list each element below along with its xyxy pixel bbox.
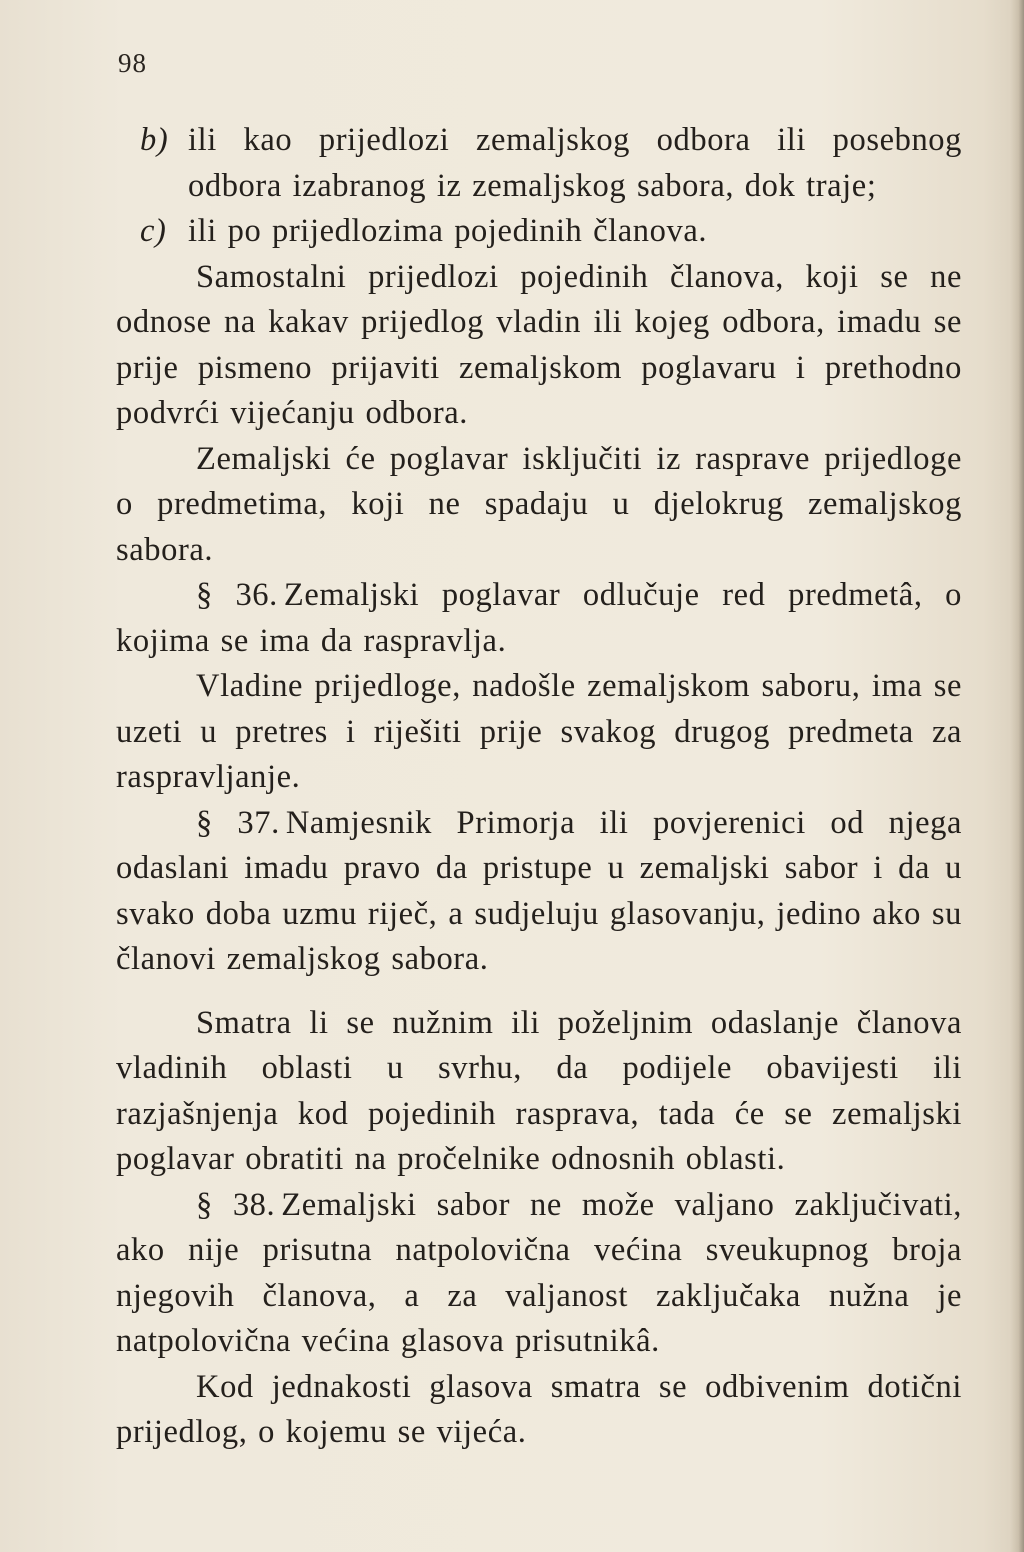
- item-text: ili kao prijedlozi zemaljskog odbora ili posebnog odbora izabranog iz zemaljskog sabora, dok traje;: [188, 122, 962, 204]
- list-item-b: [116, 118, 962, 209]
- body-text: [116, 118, 962, 1456]
- section-36-paragraph: [116, 573, 962, 664]
- paragraph: Zemaljski će poglavar isključiti iz rasprave prijedloge o predmetima, koji ne spadaju u djelokrug zemaljskog sabora.: [116, 440, 962, 568]
- item-label: b): [140, 122, 169, 158]
- item-label: c): [140, 213, 167, 249]
- list-item-c: [116, 209, 962, 255]
- paragraph: Vladine prijedloge, nadošle zemaljskom saboru, ima se uzeti u pretres i riješiti prije svakog drugog predmeta za raspravljanje.: [116, 668, 962, 795]
- paragraph-text: Namjesnik Primorja ili povjerenici od njega odaslani imadu pravo da pristupe u zemaljski sabor i da u svako doba uzmu riječ, a sudjeluju glasovanju, jedino ako su članovi zemaljskog sabora.: [116, 804, 962, 977]
- item-text: ili po prijedlozima pojedinih članova.: [188, 213, 708, 249]
- section-number: § 38.: [196, 1186, 276, 1223]
- paragraph: Samostalni prijedlozi pojedinih članova, koji se ne odnose na kakav prijedlog vladin ili kojeg odbora, imadu se prije pismeno prijaviti zemaljskom poglavaru i prethodno podvrći vijećanju odbora.: [116, 258, 962, 431]
- paragraph-text: Zemaljski sabor ne može valjano zaključivati, ako nije prisutna natpolovična većina sveukupnog broja njegovih članova, a za valjanost zaključaka nužna je natpolovična većina glasova prisutnikâ.: [116, 1186, 962, 1359]
- section-38-paragraph: [116, 1183, 962, 1365]
- section-number: § 37.: [196, 804, 280, 841]
- page-edge-shadow: [1010, 0, 1024, 1552]
- paragraph: Kod jednakosti glasova smatra se odbivenim dotični prijedlog, o kojemu se vijeća.: [116, 1368, 962, 1450]
- section-37-paragraph: [116, 801, 962, 983]
- paragraph-text: Zemaljski poglavar odlučuje red predmetâ, o kojima se ima da raspravlja.: [116, 577, 962, 659]
- paragraph: Smatra li se nužnim ili poželjnim odaslanje članova vladinih oblasti u svrhu, da podijele obavijesti ili razjašnjenja kod pojedinih rasprava, tada će se zemaljski poglavar obratiti na pročelnike odnosnih oblasti.: [116, 1004, 962, 1177]
- section-number: § 36.: [196, 577, 278, 613]
- page-number: 98: [118, 48, 147, 78]
